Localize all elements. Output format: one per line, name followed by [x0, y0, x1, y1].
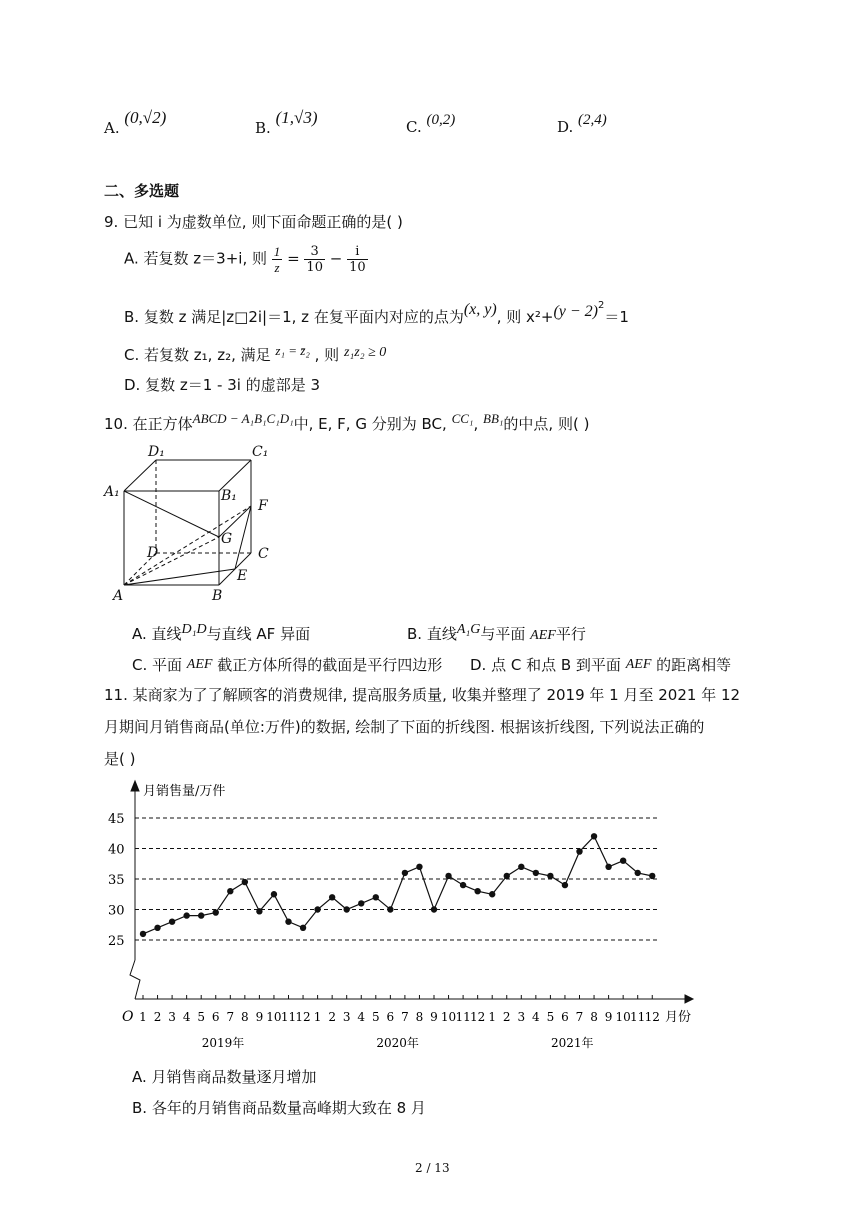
x-tick-label: 12: [644, 1010, 660, 1024]
x-tick-label: 7: [575, 1010, 584, 1024]
data-point: [314, 906, 320, 912]
x-tick-label: 10: [266, 1010, 282, 1024]
x-tick-label: 5: [197, 1010, 206, 1024]
x-tick-label: 11: [455, 1010, 471, 1024]
q10-option-c: C. 平面 AEF 截正方体所得的截面是平行四边形: [132, 656, 443, 674]
data-point: [562, 882, 568, 888]
x-tick-label: 9: [604, 1010, 613, 1024]
cube-figure: [100, 440, 290, 610]
label-f: F: [258, 498, 268, 514]
q10-stem: 10. 在正方体ABCD − A₁B₁C₁D₁中, E, F, G 分别为 BC, CC₁, BB₁的中点, 则( ): [104, 411, 590, 433]
sales-series-line: [143, 836, 652, 934]
data-point: [620, 858, 626, 864]
q11-option-b: B. 各年的月销售商品数量高峰期大致在 8 月: [132, 1099, 426, 1117]
x-tick-label: 1: [313, 1010, 322, 1024]
data-point: [387, 906, 393, 912]
y-tick-label: 40: [108, 842, 125, 858]
label-b: B: [212, 588, 223, 604]
y-axis-break: [130, 960, 140, 999]
x-tick-label: 4: [357, 1010, 366, 1024]
x-tick-label: 4: [182, 1010, 191, 1024]
data-point: [140, 931, 146, 937]
x-axis-label: 月份: [665, 1010, 692, 1025]
segment-ef: [235, 506, 251, 569]
section-title: 二、多选题: [104, 182, 180, 200]
q11-option-a: A. 月销售商品数量逐月增加: [132, 1068, 317, 1086]
data-point: [169, 919, 175, 925]
data-point: [242, 879, 248, 885]
data-point: [154, 925, 160, 931]
x-tick-label: 12: [295, 1010, 311, 1024]
data-point: [489, 891, 495, 897]
x-tick-label: 2: [502, 1010, 511, 1024]
x-tick-label: 2: [328, 1010, 336, 1024]
q8-option-c: C. (0,2): [406, 112, 456, 136]
data-point: [358, 900, 364, 906]
x-tick-label: 10: [615, 1010, 631, 1024]
edge-a1d1: [124, 460, 156, 491]
q9-option-c: C. 若复数 z₁, z₂, 满足 z₁ = z̄₂ , 则 z₁z₂ ≥ 0: [124, 343, 387, 364]
data-point: [183, 912, 189, 918]
page-number: 2 / 13: [415, 1161, 450, 1175]
x-tick-label: 3: [168, 1010, 176, 1024]
data-point: [635, 870, 641, 876]
x-tick-label: 6: [386, 1010, 395, 1024]
y-tick-label: 25: [108, 934, 125, 949]
data-point: [344, 906, 350, 912]
x-tick-label: 11: [280, 1010, 297, 1024]
q10-option-b: B. 直线A₁G与平面 AEF平行: [407, 622, 586, 643]
label-g: G: [221, 531, 233, 547]
x-tick-label: 5: [371, 1010, 380, 1024]
q8-option-a: A. (0,√2): [104, 108, 167, 137]
data-point: [547, 873, 553, 879]
data-point: [576, 848, 582, 854]
x-tick-label: 1: [488, 1010, 497, 1024]
data-point: [460, 882, 466, 888]
x-tick-label: 12: [470, 1010, 486, 1024]
year-label: 2019年: [201, 1036, 245, 1050]
q9-stem: 9. 已知 i 为虚数单位, 则下面命题正确的是( ): [104, 213, 403, 231]
label-d1: D₁: [148, 444, 165, 460]
q11-line-1: 11. 某商家为了了解顾客的消费规律, 提高服务质量, 收集并整理了 2019 年 1 月至 2021 年 12: [104, 686, 741, 704]
data-point: [533, 870, 539, 876]
y-tick-label: 35: [108, 873, 125, 888]
q10-option-a: A. 直线D₁D与直线 AF 异面: [132, 622, 311, 643]
data-point: [271, 891, 277, 897]
data-point: [402, 870, 408, 876]
x-tick-label: 3: [517, 1010, 526, 1024]
y-tick-label: 45: [108, 812, 125, 827]
data-point: [649, 873, 655, 879]
label-a: A: [113, 588, 124, 604]
data-point: [256, 908, 262, 914]
x-tick-label: 5: [546, 1010, 555, 1024]
label-c1: C₁: [252, 444, 269, 460]
segment-ae: [124, 569, 235, 585]
q10-option-d: D. 点 C 和点 B 到平面 AEF 的距离相等: [470, 656, 732, 674]
label-c: C: [258, 546, 269, 562]
q8-option-d: D. (2,4): [557, 112, 607, 136]
x-tick-label: 10: [440, 1010, 457, 1024]
data-point: [198, 912, 204, 918]
origin-label: O: [122, 1009, 134, 1025]
x-tick-label: 4: [532, 1010, 540, 1024]
q11-line-2: 月期间月销售商品(单位:万件)的数据, 绘制了下面的折线图. 根据该折线图, 下列说法正确的: [104, 718, 705, 736]
x-tick-label: 6: [211, 1010, 220, 1024]
x-axis-arrow: [685, 995, 693, 1003]
x-tick-label: 8: [415, 1010, 424, 1024]
x-tick-label: 11: [630, 1010, 646, 1024]
data-point: [591, 833, 597, 839]
data-point: [474, 888, 480, 894]
data-point: [285, 919, 291, 925]
q8-option-b: B. (1,√3): [255, 108, 318, 137]
year-label: 2020年: [376, 1036, 419, 1050]
x-tick-label: 9: [255, 1010, 264, 1024]
segment-a1g: [124, 491, 219, 537]
data-point: [300, 925, 306, 931]
sales-line-chart: [100, 775, 740, 1060]
x-tick-label: 2: [153, 1010, 162, 1024]
data-point: [445, 873, 451, 879]
edge-b1c1: [219, 460, 251, 491]
data-point: [605, 864, 611, 870]
data-point: [504, 873, 510, 879]
q9-option-d: D. 复数 z＝1 - 3i 的虚部是 3: [124, 376, 321, 394]
label-a1: A₁: [104, 484, 120, 500]
q9-option-a: A. 若复数 z＝3+i, 则 $\frac{1}{z}$ = $\frac{3}{10}$ − $\frac{i}{10}$: [124, 244, 366, 275]
label-e: E: [237, 568, 248, 584]
label-b1: B₁: [221, 488, 237, 504]
x-tick-label: 8: [590, 1010, 598, 1024]
x-tick-label: 3: [342, 1010, 351, 1024]
y-axis-label: 月销售量/万件: [143, 784, 226, 799]
data-point: [373, 894, 379, 900]
year-label: 2021年: [550, 1036, 594, 1050]
x-tick-label: 6: [561, 1010, 569, 1024]
x-tick-label: 9: [430, 1010, 438, 1024]
data-point: [213, 909, 219, 915]
q9-option-b: B. 复数 z 满足|z□2i|＝1, z 在复平面内对应的点为(x, y), 则 $x^2+(y - 2)^2=1$: [124, 300, 629, 326]
x-tick-label: 1: [139, 1010, 147, 1024]
data-point: [227, 888, 233, 894]
data-point: [329, 894, 335, 900]
x-tick-label: 7: [401, 1010, 409, 1024]
data-point: [518, 864, 524, 870]
data-point: [431, 906, 437, 912]
q11-line-3: 是( ): [104, 750, 136, 768]
label-d: D: [147, 545, 159, 561]
y-tick-label: 30: [108, 903, 125, 919]
x-tick-label: 7: [226, 1010, 235, 1024]
data-point: [416, 864, 422, 870]
x-tick-label: 8: [241, 1010, 249, 1024]
y-axis-arrow: [131, 781, 139, 791]
